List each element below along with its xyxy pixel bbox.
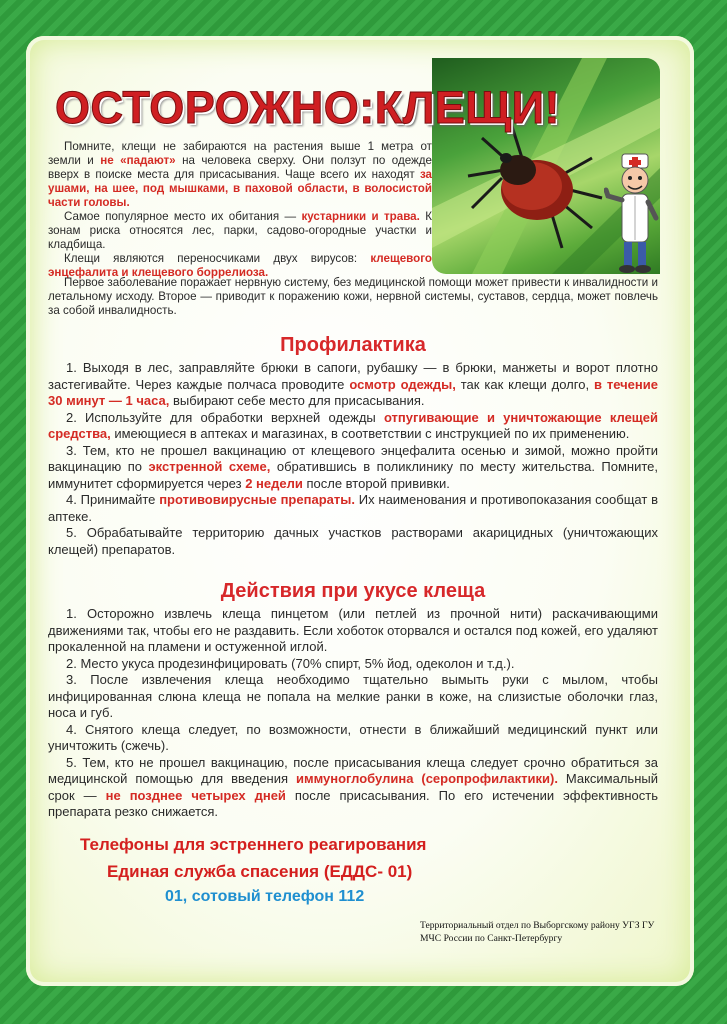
intro-paragraph-2: Самое популярное место их обитания — кустарники и трава. К зонам риска относятся лес, парки, садово-огородные участки и кладбища. — [48, 210, 432, 251]
prevention-item-2: 2. Используйте для обработки верхней одежды отпугивающие и уничтожающие клещей средства, имеющиеся в аптеках и магазинах, в соответствии с инструкцией по их применению. — [48, 409, 658, 441]
phones-heading: Телефоны для эстреннего реагирования — [80, 835, 427, 854]
phone-numbers-line: 01, сотовый телефон 112 — [165, 888, 365, 905]
intro-paragraph-3: Клещи являются переносчиками двух вирусов: клещевого энцефалита и клещевого боррелиоза. — [48, 252, 432, 279]
title-part-ticks: КЛЕЩИ! — [374, 82, 560, 133]
intro-paragraph-4: Первое заболевание поражает нервную систему, без медицинской помощи может привести к инвалидности и летальному исходу. Второе — приводит к поражению кожи, нервной системы, суставов, сердца, может повлечь за собой инвалидность. — [48, 276, 658, 317]
bite-item-4: 4. Снятого клеща следует, по возможности, отнести в ближайший медицинский пункт или уничтожить (сжечь). — [48, 721, 658, 753]
bite-item-1: 1. Осторожно извлечь клеща пинцетом (или петлей из прочной нити) раскачивающими движениями так, чтобы его не раздавить. Если хоботок оторвался и остался под кожей, его удаляют прокаленной на пламени и остуженной иглой. — [48, 606, 658, 654]
prevention-heading: Профилактика — [280, 334, 426, 356]
prevention-item-4: 4. Принимайте противовирусные препараты. Их наименования и противопоказания сообщат в аптеке. — [48, 492, 659, 524]
rescue-service-line: Единая служба спасения (ЕДДС- 01) — [107, 862, 413, 881]
intro-text-top — [48, 140, 432, 280]
prevention-item-1: 1. Выходя в лес, заправляйте брюки в сапоги, рубашку — в брюки, манжеты и ворот плотно застегивайте. Через каждые полчаса проводите осмотр одежды, так как клещи долго, в течение 30 минут — 1 часа, выбирают себе место для присасывания. — [48, 360, 658, 408]
intro-text-bottom — [48, 276, 658, 318]
bite-item-3: 3. После извлечения клеща необходимо тщательно вымыть руки с мылом, чтобы инфицированная слюна клеща не попала на мелкие ранки в коже, на слизистые оболочки глаз, носа и губ. — [48, 672, 658, 720]
prevention-list — [48, 360, 658, 558]
prevention-item-3: 3. Тем, кто не прошел вакцинацию от клещевого энцефалита осенью и зимой, можно пройти вакцинацию по экстренной схеме, обратившись в поликлинику по месту жительства. Помните, иммунитет сформируется через 2 недели после второй прививки. — [48, 442, 659, 491]
bite-actions-list — [48, 606, 658, 821]
footer-organization: Территориальный отдел по Выборгскому району УГЗ ГУ МЧС России по Санкт-Петербургу — [420, 920, 655, 944]
poster-title — [55, 82, 675, 134]
bite-heading: Действия при укусе клеща — [220, 580, 486, 602]
bite-item-2: 2. Место укуса продезинфицировать (70% спирт, 5% йод, одеколон и т.д.). — [66, 655, 515, 671]
intro-paragraph-1: Помните, клещи не забираются на растения выше 1 метра от земли и не «падают» на человека сверху. Они ползут по одежде вверх в поиске места для присасывания. Чаще всего их находят за ушами, на шее, под мышками, в паховой области, в волосистой части головы. — [48, 140, 432, 209]
bite-item-5: 5. Тем, кто не прошел вакцинацию, после присасывания клеща следует срочно обратиться за медицинской помощью для введения иммуноглобулина (серопрофилактики). Максимальный срок — не позднее четырех дней после присасывания. По его истечении эффективность препарата резко снижается. — [48, 754, 659, 819]
prevention-item-5: 5. Обрабатывайте территорию дачных участков растворами акарицидных (уничтожающих клещей) препаратов. — [48, 525, 658, 557]
doctor-cartoon-icon — [604, 152, 664, 276]
title-part-caution: ОСТОРОЖНО: — [55, 82, 375, 133]
